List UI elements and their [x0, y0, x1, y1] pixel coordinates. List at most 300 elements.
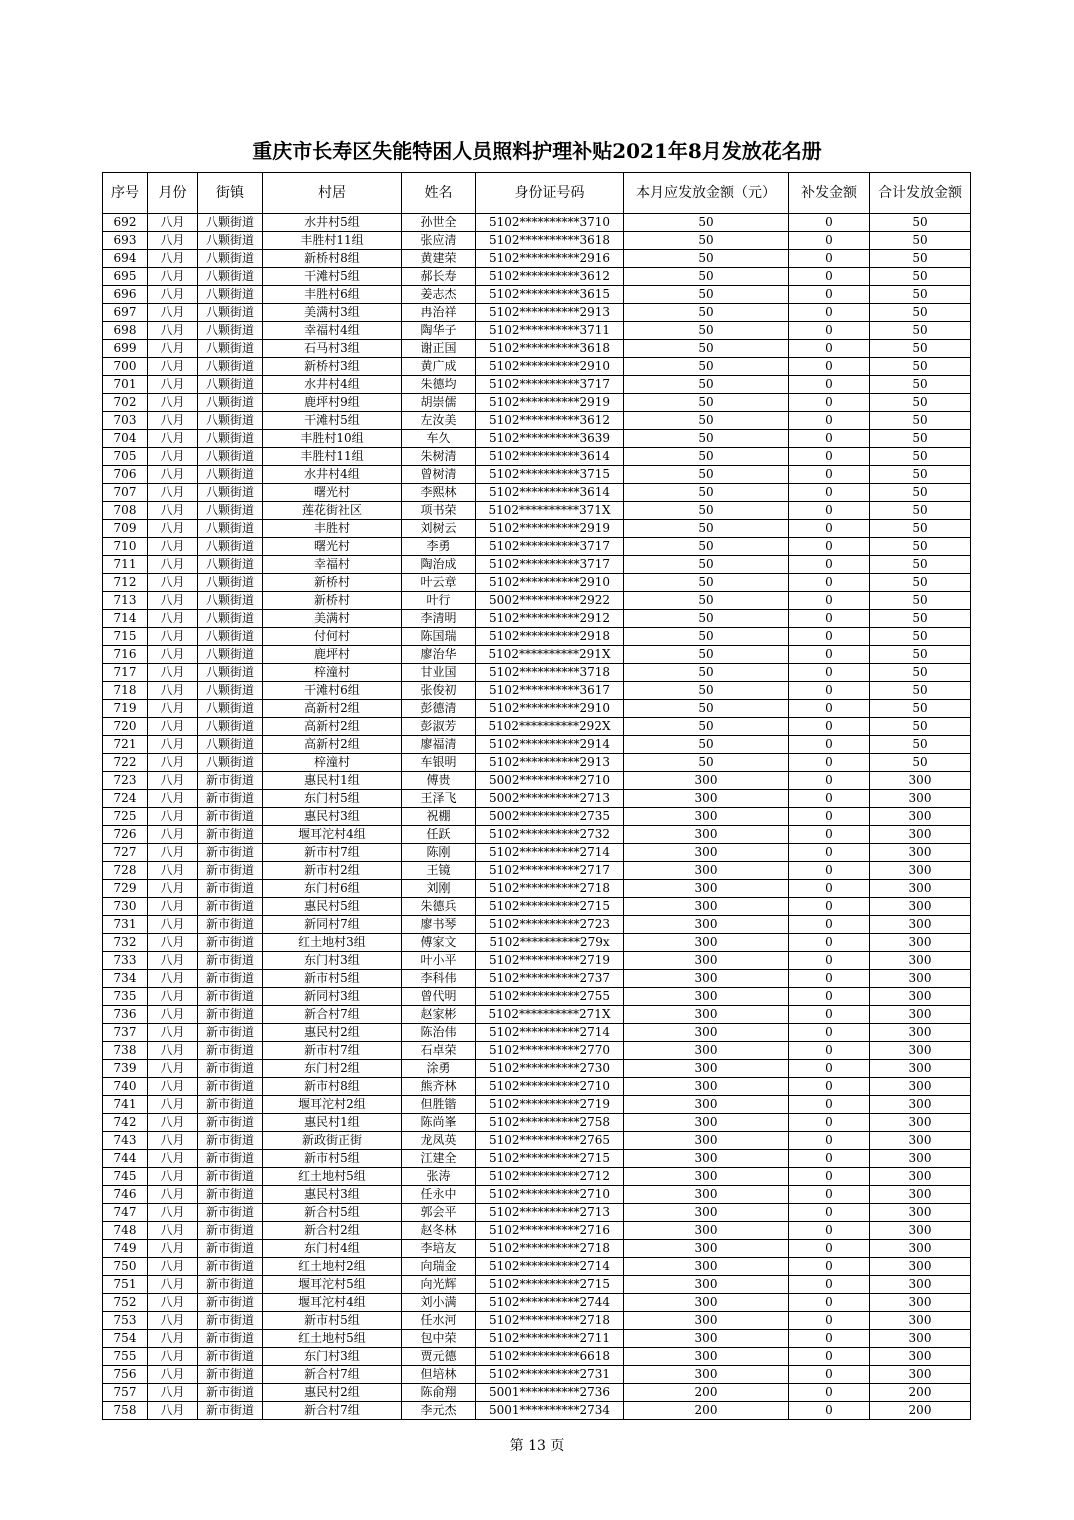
cell-village: 惠民村2组 [263, 1384, 402, 1402]
cell-id-number: 5002**********2922 [476, 592, 624, 610]
cell-total-amount: 50 [870, 592, 971, 610]
cell-town: 八颗街道 [198, 628, 263, 646]
cell-id-number: 5102**********2914 [476, 736, 624, 754]
cell-seq: 730 [103, 898, 148, 916]
cell-monthly-amount: 50 [624, 448, 789, 466]
cell-id-number: 5102**********271X [476, 1006, 624, 1024]
roster-table [102, 172, 971, 1420]
table-row [103, 790, 971, 808]
cell-seq: 753 [103, 1312, 148, 1330]
cell-name: 廖治华 [402, 646, 476, 664]
cell-town: 八颗街道 [198, 556, 263, 574]
cell-month: 八月 [148, 808, 198, 826]
cell-monthly-amount: 300 [624, 1042, 789, 1060]
cell-town: 八颗街道 [198, 376, 263, 394]
cell-month: 八月 [148, 232, 198, 250]
cell-seq: 715 [103, 628, 148, 646]
cell-month: 八月 [148, 610, 198, 628]
cell-village: 新市村5组 [263, 1150, 402, 1168]
cell-village: 新同村7组 [263, 916, 402, 934]
cell-month: 八月 [148, 1096, 198, 1114]
table-row [103, 322, 971, 340]
cell-month: 八月 [148, 250, 198, 268]
cell-village: 新市村5组 [263, 1312, 402, 1330]
cell-id-number: 5102**********2710 [476, 1078, 624, 1096]
cell-total-amount: 300 [870, 1258, 971, 1276]
cell-town: 新市街道 [198, 1330, 263, 1348]
cell-id-number: 5102**********2770 [476, 1042, 624, 1060]
cell-month: 八月 [148, 1384, 198, 1402]
cell-monthly-amount: 50 [624, 412, 789, 430]
cell-village: 新合村2组 [263, 1222, 402, 1240]
table-row [103, 1168, 971, 1186]
cell-name: 李熙林 [402, 484, 476, 502]
table-row [103, 592, 971, 610]
cell-month: 八月 [148, 484, 198, 502]
cell-name: 但胜锴 [402, 1096, 476, 1114]
cell-town: 新市街道 [198, 1186, 263, 1204]
header-month: 月份 [148, 173, 198, 214]
cell-total-amount: 300 [870, 952, 971, 970]
cell-village: 新合村5组 [263, 1204, 402, 1222]
cell-total-amount: 300 [870, 1330, 971, 1348]
cell-monthly-amount: 50 [624, 646, 789, 664]
cell-id-number: 5102**********2912 [476, 610, 624, 628]
cell-month: 八月 [148, 682, 198, 700]
cell-name: 孙世全 [402, 214, 476, 232]
cell-monthly-amount: 300 [624, 1312, 789, 1330]
cell-id-number: 5102**********2744 [476, 1294, 624, 1312]
cell-village: 东门村3组 [263, 1348, 402, 1366]
header-name: 姓名 [402, 173, 476, 214]
cell-town: 八颗街道 [198, 286, 263, 304]
cell-month: 八月 [148, 1240, 198, 1258]
cell-month: 八月 [148, 1114, 198, 1132]
cell-town: 八颗街道 [198, 250, 263, 268]
cell-supplement-amount: 0 [789, 1384, 870, 1402]
cell-total-amount: 300 [870, 898, 971, 916]
cell-town: 八颗街道 [198, 592, 263, 610]
cell-id-number: 5102**********2758 [476, 1114, 624, 1132]
cell-id-number: 5102**********3618 [476, 232, 624, 250]
cell-village: 新市村8组 [263, 1078, 402, 1096]
cell-monthly-amount: 300 [624, 880, 789, 898]
cell-id-number: 5102**********2711 [476, 1330, 624, 1348]
cell-seq: 712 [103, 574, 148, 592]
cell-seq: 755 [103, 1348, 148, 1366]
cell-town: 新市街道 [198, 1240, 263, 1258]
cell-town: 新市街道 [198, 916, 263, 934]
cell-seq: 710 [103, 538, 148, 556]
cell-supplement-amount: 0 [789, 844, 870, 862]
cell-monthly-amount: 300 [624, 1222, 789, 1240]
cell-name: 江建全 [402, 1150, 476, 1168]
table-row [103, 1402, 971, 1420]
cell-town: 新市街道 [198, 862, 263, 880]
cell-seq: 741 [103, 1096, 148, 1114]
cell-town: 八颗街道 [198, 484, 263, 502]
cell-month: 八月 [148, 1150, 198, 1168]
cell-month: 八月 [148, 1024, 198, 1042]
cell-village: 红土地村3组 [263, 934, 402, 952]
cell-total-amount: 50 [870, 754, 971, 772]
cell-village: 新桥村 [263, 574, 402, 592]
cell-total-amount: 50 [870, 214, 971, 232]
cell-monthly-amount: 300 [624, 1114, 789, 1132]
cell-supplement-amount: 0 [789, 646, 870, 664]
cell-name: 傅贵 [402, 772, 476, 790]
cell-village: 丰胜村10组 [263, 430, 402, 448]
cell-id-number: 5102**********2715 [476, 1276, 624, 1294]
cell-town: 八颗街道 [198, 394, 263, 412]
cell-name: 姜志杰 [402, 286, 476, 304]
cell-id-number: 5102**********3614 [476, 484, 624, 502]
table-row [103, 1042, 971, 1060]
cell-id-number: 5102**********2714 [476, 1258, 624, 1276]
table-row [103, 1132, 971, 1150]
cell-village: 鹿坪村 [263, 646, 402, 664]
cell-name: 赵家彬 [402, 1006, 476, 1024]
cell-total-amount: 50 [870, 556, 971, 574]
cell-total-amount: 300 [870, 826, 971, 844]
cell-village: 新合村7组 [263, 1402, 402, 1420]
table-row [103, 484, 971, 502]
cell-supplement-amount: 0 [789, 1294, 870, 1312]
cell-town: 新市街道 [198, 952, 263, 970]
cell-total-amount: 300 [870, 1366, 971, 1384]
cell-id-number: 5102**********3612 [476, 412, 624, 430]
cell-town: 八颗街道 [198, 736, 263, 754]
cell-name: 陶治成 [402, 556, 476, 574]
cell-supplement-amount: 0 [789, 520, 870, 538]
cell-village: 干滩村5组 [263, 412, 402, 430]
cell-village: 幸福村4组 [263, 322, 402, 340]
cell-name: 王泽飞 [402, 790, 476, 808]
cell-month: 八月 [148, 1168, 198, 1186]
cell-month: 八月 [148, 934, 198, 952]
cell-id-number: 5001**********2734 [476, 1402, 624, 1420]
cell-town: 八颗街道 [198, 412, 263, 430]
cell-monthly-amount: 50 [624, 340, 789, 358]
cell-supplement-amount: 0 [789, 970, 870, 988]
cell-total-amount: 50 [870, 286, 971, 304]
cell-month: 八月 [148, 1222, 198, 1240]
cell-supplement-amount: 0 [789, 880, 870, 898]
header-village: 村居 [263, 173, 402, 214]
cell-name: 甘业国 [402, 664, 476, 682]
cell-name: 叶行 [402, 592, 476, 610]
cell-total-amount: 300 [870, 862, 971, 880]
cell-seq: 749 [103, 1240, 148, 1258]
cell-seq: 757 [103, 1384, 148, 1402]
cell-name: 谢正国 [402, 340, 476, 358]
cell-name: 曾代明 [402, 988, 476, 1006]
header-id-number: 身份证号码 [476, 173, 624, 214]
cell-supplement-amount: 0 [789, 718, 870, 736]
cell-village: 新桥村8组 [263, 250, 402, 268]
cell-monthly-amount: 50 [624, 556, 789, 574]
table-body [103, 214, 971, 1420]
cell-id-number: 5102**********2715 [476, 898, 624, 916]
cell-monthly-amount: 50 [624, 286, 789, 304]
cell-month: 八月 [148, 394, 198, 412]
cell-id-number: 5102**********2730 [476, 1060, 624, 1078]
cell-month: 八月 [148, 1204, 198, 1222]
table-row [103, 1276, 971, 1294]
cell-seq: 704 [103, 430, 148, 448]
table-row [103, 412, 971, 430]
table-row [103, 700, 971, 718]
cell-village: 曙光村 [263, 484, 402, 502]
cell-seq: 699 [103, 340, 148, 358]
cell-village: 新市村5组 [263, 970, 402, 988]
cell-month: 八月 [148, 736, 198, 754]
cell-village: 水井村4组 [263, 376, 402, 394]
cell-seq: 725 [103, 808, 148, 826]
cell-total-amount: 50 [870, 682, 971, 700]
cell-month: 八月 [148, 412, 198, 430]
table-row [103, 1150, 971, 1168]
cell-village: 新市村7组 [263, 1042, 402, 1060]
table-row [103, 682, 971, 700]
cell-month: 八月 [148, 628, 198, 646]
cell-supplement-amount: 0 [789, 502, 870, 520]
cell-name: 任水河 [402, 1312, 476, 1330]
cell-total-amount: 50 [870, 736, 971, 754]
cell-id-number: 5102**********2719 [476, 1096, 624, 1114]
cell-seq: 724 [103, 790, 148, 808]
cell-village: 曙光村 [263, 538, 402, 556]
cell-supplement-amount: 0 [789, 898, 870, 916]
cell-supplement-amount: 0 [789, 484, 870, 502]
cell-village: 惠民村1组 [263, 1114, 402, 1132]
table-row [103, 1330, 971, 1348]
cell-name: 赵冬林 [402, 1222, 476, 1240]
cell-seq: 748 [103, 1222, 148, 1240]
cell-town: 新市街道 [198, 1096, 263, 1114]
cell-monthly-amount: 300 [624, 1240, 789, 1258]
cell-name: 向光辉 [402, 1276, 476, 1294]
cell-name: 李培友 [402, 1240, 476, 1258]
cell-monthly-amount: 50 [624, 466, 789, 484]
cell-seq: 756 [103, 1366, 148, 1384]
cell-seq: 739 [103, 1060, 148, 1078]
table-row [103, 1222, 971, 1240]
cell-monthly-amount: 300 [624, 1006, 789, 1024]
cell-village: 新市村7组 [263, 844, 402, 862]
cell-seq: 746 [103, 1186, 148, 1204]
cell-total-amount: 300 [870, 1042, 971, 1060]
cell-total-amount: 50 [870, 394, 971, 412]
cell-town: 八颗街道 [198, 448, 263, 466]
cell-id-number: 5102**********2715 [476, 1150, 624, 1168]
cell-village: 堰耳沱村5组 [263, 1276, 402, 1294]
cell-supplement-amount: 0 [789, 1042, 870, 1060]
cell-supplement-amount: 0 [789, 664, 870, 682]
cell-month: 八月 [148, 646, 198, 664]
cell-town: 八颗街道 [198, 754, 263, 772]
table-row [103, 250, 971, 268]
cell-monthly-amount: 50 [624, 250, 789, 268]
cell-month: 八月 [148, 790, 198, 808]
cell-total-amount: 50 [870, 610, 971, 628]
cell-id-number: 5102**********2910 [476, 358, 624, 376]
cell-town: 新市街道 [198, 1150, 263, 1168]
cell-monthly-amount: 300 [624, 1204, 789, 1222]
cell-name: 李勇 [402, 538, 476, 556]
cell-supplement-amount: 0 [789, 574, 870, 592]
cell-name: 陈国瑞 [402, 628, 476, 646]
cell-total-amount: 300 [870, 916, 971, 934]
cell-seq: 717 [103, 664, 148, 682]
cell-month: 八月 [148, 1042, 198, 1060]
cell-total-amount: 300 [870, 1186, 971, 1204]
cell-town: 新市街道 [198, 1276, 263, 1294]
cell-monthly-amount: 50 [624, 682, 789, 700]
table-row [103, 448, 971, 466]
cell-monthly-amount: 300 [624, 1132, 789, 1150]
cell-id-number: 5102**********279x [476, 934, 624, 952]
cell-village: 红土地村5组 [263, 1330, 402, 1348]
cell-seq: 743 [103, 1132, 148, 1150]
cell-seq: 732 [103, 934, 148, 952]
cell-village: 干滩村5组 [263, 268, 402, 286]
cell-supplement-amount: 0 [789, 556, 870, 574]
cell-seq: 735 [103, 988, 148, 1006]
cell-village: 东门村2组 [263, 1060, 402, 1078]
cell-total-amount: 50 [870, 412, 971, 430]
cell-id-number: 5102**********2918 [476, 628, 624, 646]
table-row [103, 826, 971, 844]
cell-town: 八颗街道 [198, 700, 263, 718]
cell-name: 曾树清 [402, 466, 476, 484]
cell-id-number: 5002**********2713 [476, 790, 624, 808]
cell-seq: 705 [103, 448, 148, 466]
cell-village: 石马村3组 [263, 340, 402, 358]
cell-total-amount: 300 [870, 1168, 971, 1186]
cell-total-amount: 50 [870, 430, 971, 448]
cell-month: 八月 [148, 430, 198, 448]
cell-monthly-amount: 300 [624, 1060, 789, 1078]
cell-id-number: 5102**********371X [476, 502, 624, 520]
cell-id-number: 5001**********2736 [476, 1384, 624, 1402]
cell-total-amount: 50 [870, 646, 971, 664]
cell-total-amount: 300 [870, 1348, 971, 1366]
cell-name: 彭德清 [402, 700, 476, 718]
cell-supplement-amount: 0 [789, 736, 870, 754]
cell-monthly-amount: 50 [624, 520, 789, 538]
cell-name: 胡崇儒 [402, 394, 476, 412]
cell-name: 王镜 [402, 862, 476, 880]
cell-total-amount: 50 [870, 322, 971, 340]
cell-total-amount: 50 [870, 340, 971, 358]
cell-town: 新市街道 [198, 988, 263, 1006]
cell-town: 八颗街道 [198, 610, 263, 628]
cell-monthly-amount: 50 [624, 700, 789, 718]
cell-monthly-amount: 300 [624, 916, 789, 934]
cell-seq: 750 [103, 1258, 148, 1276]
cell-id-number: 5102**********2719 [476, 952, 624, 970]
cell-seq: 692 [103, 214, 148, 232]
cell-village: 莲花街社区 [263, 502, 402, 520]
cell-month: 八月 [148, 1186, 198, 1204]
cell-supplement-amount: 0 [789, 376, 870, 394]
cell-supplement-amount: 0 [789, 1060, 870, 1078]
cell-town: 新市街道 [198, 1078, 263, 1096]
cell-total-amount: 300 [870, 1060, 971, 1078]
cell-total-amount: 300 [870, 970, 971, 988]
cell-month: 八月 [148, 502, 198, 520]
cell-total-amount: 50 [870, 304, 971, 322]
cell-total-amount: 300 [870, 1096, 971, 1114]
cell-id-number: 5102**********3614 [476, 448, 624, 466]
cell-seq: 716 [103, 646, 148, 664]
cell-total-amount: 50 [870, 484, 971, 502]
cell-seq: 745 [103, 1168, 148, 1186]
cell-town: 新市街道 [198, 880, 263, 898]
cell-seq: 706 [103, 466, 148, 484]
cell-town: 八颗街道 [198, 340, 263, 358]
cell-seq: 727 [103, 844, 148, 862]
cell-name: 陈刚 [402, 844, 476, 862]
table-row [103, 376, 971, 394]
cell-town: 新市街道 [198, 970, 263, 988]
cell-village: 丰胜村11组 [263, 232, 402, 250]
cell-total-amount: 300 [870, 808, 971, 826]
table-row [103, 556, 971, 574]
cell-supplement-amount: 0 [789, 340, 870, 358]
cell-seq: 702 [103, 394, 148, 412]
cell-total-amount: 300 [870, 1240, 971, 1258]
cell-village: 堰耳沱村2组 [263, 1096, 402, 1114]
cell-village: 丰胜村 [263, 520, 402, 538]
table-row [103, 502, 971, 520]
cell-supplement-amount: 0 [789, 826, 870, 844]
cell-name: 叶云章 [402, 574, 476, 592]
cell-supplement-amount: 0 [789, 286, 870, 304]
table-row [103, 394, 971, 412]
cell-monthly-amount: 50 [624, 718, 789, 736]
cell-monthly-amount: 300 [624, 988, 789, 1006]
cell-id-number: 5102**********2916 [476, 250, 624, 268]
cell-monthly-amount: 50 [624, 232, 789, 250]
table-row [103, 1024, 971, 1042]
cell-id-number: 5102**********2712 [476, 1168, 624, 1186]
cell-name: 朱德兵 [402, 898, 476, 916]
cell-monthly-amount: 50 [624, 538, 789, 556]
cell-id-number: 5102**********2717 [476, 862, 624, 880]
cell-seq: 720 [103, 718, 148, 736]
cell-seq: 729 [103, 880, 148, 898]
cell-name: 左汝美 [402, 412, 476, 430]
cell-town: 八颗街道 [198, 502, 263, 520]
table-row [103, 538, 971, 556]
table-row [103, 610, 971, 628]
table-row [103, 466, 971, 484]
table-row [103, 772, 971, 790]
cell-supplement-amount: 0 [789, 322, 870, 340]
cell-supplement-amount: 0 [789, 1348, 870, 1366]
cell-supplement-amount: 0 [789, 1258, 870, 1276]
cell-village: 新政街正街 [263, 1132, 402, 1150]
cell-seq: 751 [103, 1276, 148, 1294]
table-row [103, 1114, 971, 1132]
table-row [103, 1312, 971, 1330]
cell-id-number: 5102**********2713 [476, 1204, 624, 1222]
cell-village: 梓潼村 [263, 664, 402, 682]
cell-id-number: 5102**********2910 [476, 574, 624, 592]
cell-monthly-amount: 300 [624, 1294, 789, 1312]
